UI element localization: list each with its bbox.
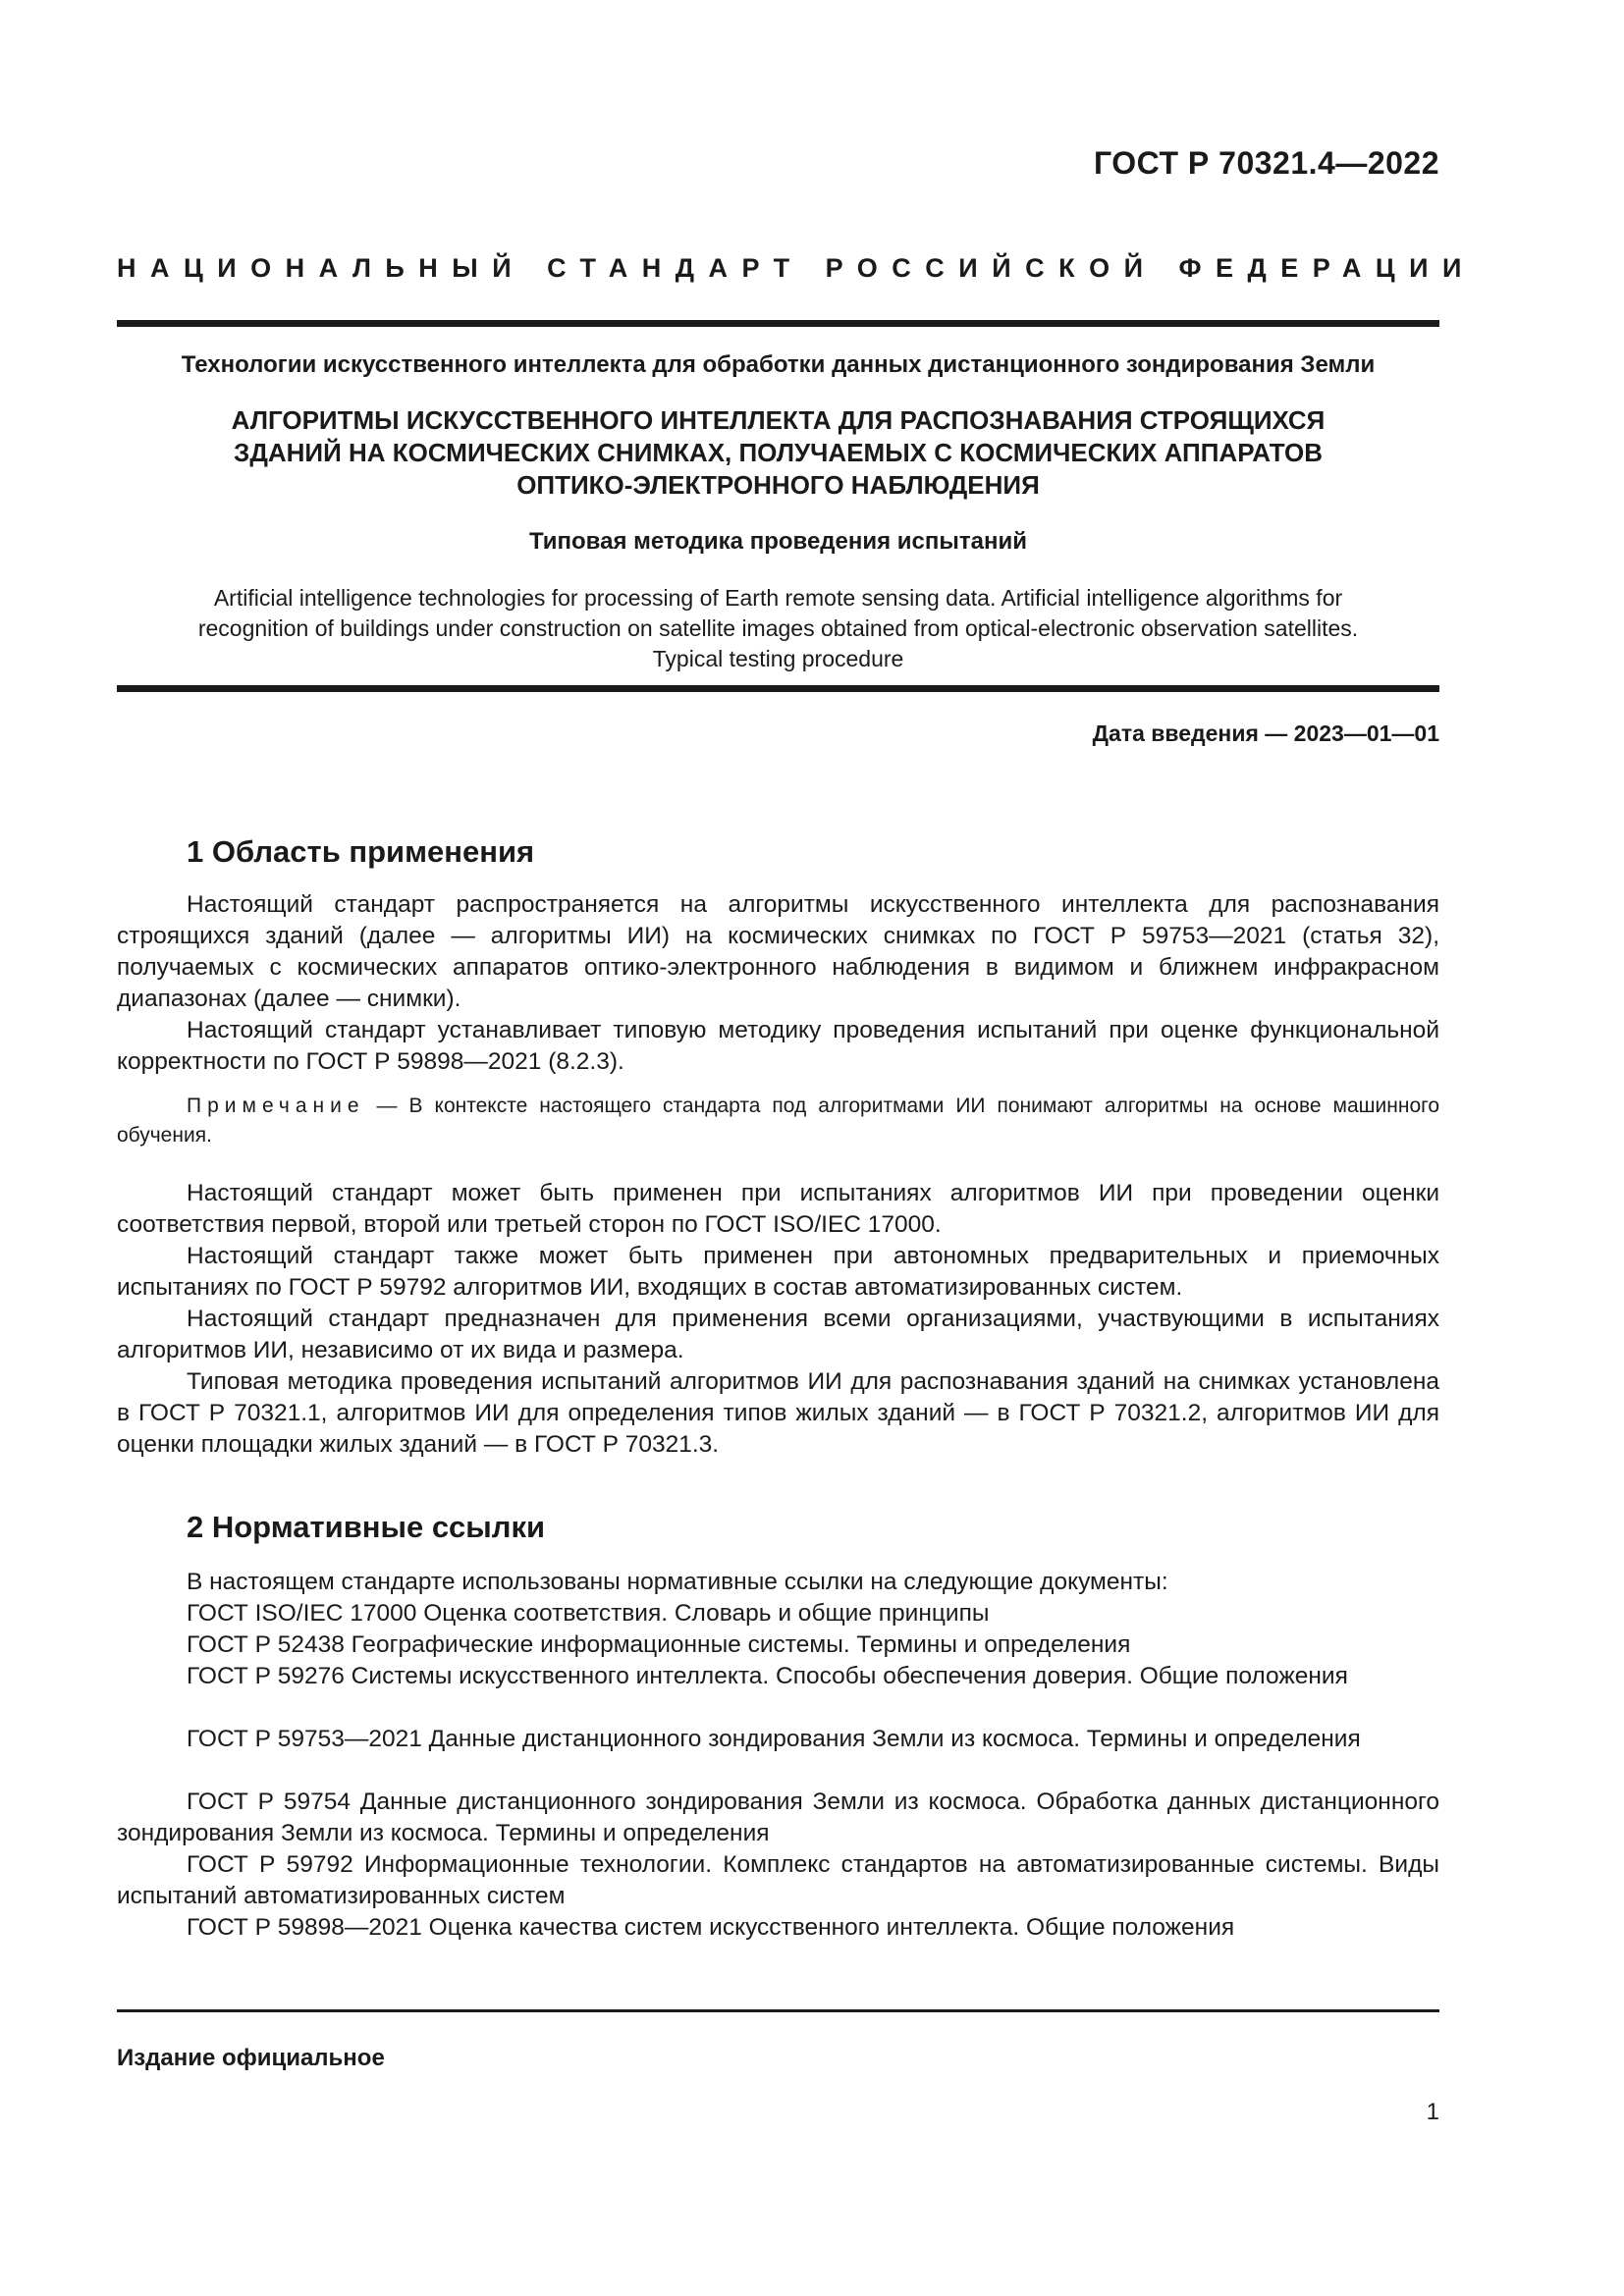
english-title-line: Typical testing procedure (652, 646, 904, 671)
national-standard-banner: НАЦИОНАЛЬНЫЙ СТАНДАРТ РОССИЙСКОЙ ФЕДЕРАЦИИ (117, 253, 1476, 283)
main-title (117, 404, 1439, 502)
reference-item: ГОСТ Р 59753—2021 Данные дистанционного зондирования Земли из космоса. Термины и определения (187, 1726, 1361, 1752)
official-edition-label: Издание официальное (117, 2045, 385, 2071)
english-title-line: Artificial intelligence technologies for processing of Earth remote sensing data. Artificial intelligence algorithms for (213, 585, 1343, 611)
section-1-heading: 1 Область применения (187, 834, 535, 869)
english-title (117, 583, 1439, 674)
section-2-heading: 2 Нормативные ссылки (187, 1510, 546, 1544)
subtitle: Типовая методика проведения испытаний (529, 528, 1027, 555)
reference-item: ГОСТ Р 59792 Информационные технологии. Комплекс стандартов на автоматизированные системы. Виды испытаний автоматизированных систем (117, 1851, 1439, 1909)
main-title-line: АЛГОРИТМЫ ИСКУССТВЕННОГО ИНТЕЛЛЕКТА ДЛЯ РАСПОЗНАВАНИЯ СТРОЯЩИХСЯ (231, 405, 1326, 435)
reference-item: ГОСТ Р 59898—2021 Оценка качества систем искусственного интеллекта. Общие положения (187, 1914, 1235, 1941)
series-title: Технологии искусственного интеллекта для обработки данных дистанционного зондирования Земли (181, 351, 1376, 378)
top-rule (117, 320, 1439, 327)
reference-item: ГОСТ Р 59276 Системы искусственного интеллекта. Способы обеспечения доверия. Общие положения (187, 1663, 1348, 1689)
references-intro: В настоящем стандарте использованы нормативные ссылки на следующие документы: (187, 1569, 1168, 1595)
note-label: Примечание (187, 1095, 365, 1117)
note-text: — В контексте настоящего стандарта под алгоритмами ИИ понимают алгоритмы на основе машинного обучения. (117, 1095, 1439, 1147)
document-code: ГОСТ Р 70321.4—2022 (1094, 145, 1439, 181)
english-title-line: recognition of buildings under construction on satellite images obtained from optical-electronic observation satellites. (197, 615, 1359, 641)
note (117, 1092, 1439, 1150)
section-1-paragraph: Настоящий стандарт устанавливает типовую методику проведения испытаний при оценке функциональной корректности по ГОСТ Р 59898—2021 (8.2.3). (117, 1017, 1439, 1075)
page-number: 1 (1426, 2099, 1439, 2125)
section-1-paragraph: Настоящий стандарт распространяется на алгоритмы искусственного интеллекта для распознавания строящихся зданий (далее — алгоритмы ИИ) на космических снимках по ГОСТ Р 59753—2021 (статья 32), получаемых с космических аппаратов оптико-электронного наблюдения в видимом и ближнем инфракрасном диапазонах (далее — снимки). (117, 891, 1439, 1012)
reference-item: ГОСТ Р 59754 Данные дистанционного зондирования Земли из космоса. Обработка данных дистанционного зондирования Земли из космоса. Термины и определения (117, 1789, 1439, 1846)
section-1-paragraph: Настоящий стандарт также может быть применен при автономных предварительных и приемочных испытаниях по ГОСТ Р 59792 алгоритмов ИИ, входящих в состав автоматизированных систем. (117, 1243, 1439, 1301)
footer-rule (117, 2009, 1439, 2012)
introduction-date: Дата введения — 2023—01—01 (1092, 721, 1439, 746)
section-1-paragraph: Настоящий стандарт может быть применен при испытаниях алгоритмов ИИ при проведении оценки соответствия первой, второй или третьей сторон по ГОСТ ISO/IEC 17000. (117, 1180, 1439, 1238)
reference-item: ГОСТ ISO/IEC 17000 Оценка соответствия. Словарь и общие принципы (187, 1600, 990, 1627)
reference-item: ГОСТ Р 52438 Географические информационные системы. Термины и определения (187, 1631, 1131, 1658)
main-title-line: ОПТИКО-ЭЛЕКТРОННОГО НАБЛЮДЕНИЯ (516, 470, 1040, 500)
title-bottom-rule (117, 685, 1439, 692)
main-title-line: ЗДАНИЙ НА КОСМИЧЕСКИХ СНИМКАХ, ПОЛУЧАЕМЫХ С КОСМИЧЕСКИХ АППАРАТОВ (234, 438, 1323, 467)
section-1-paragraph: Типовая методика проведения испытаний алгоритмов ИИ для распознавания зданий на снимках установлена в ГОСТ Р 70321.1, алгоритмов ИИ для определения типов жилых зданий — в ГОСТ Р 70321.2, алгоритмов ИИ для оценки площадки жилых зданий — в ГОСТ Р 70321.3. (117, 1368, 1439, 1458)
section-1-paragraph: Настоящий стандарт предназначен для применения всеми организациями, участвующими в испытаниях алгоритмов ИИ, независимо от их вида и размера. (117, 1306, 1439, 1363)
